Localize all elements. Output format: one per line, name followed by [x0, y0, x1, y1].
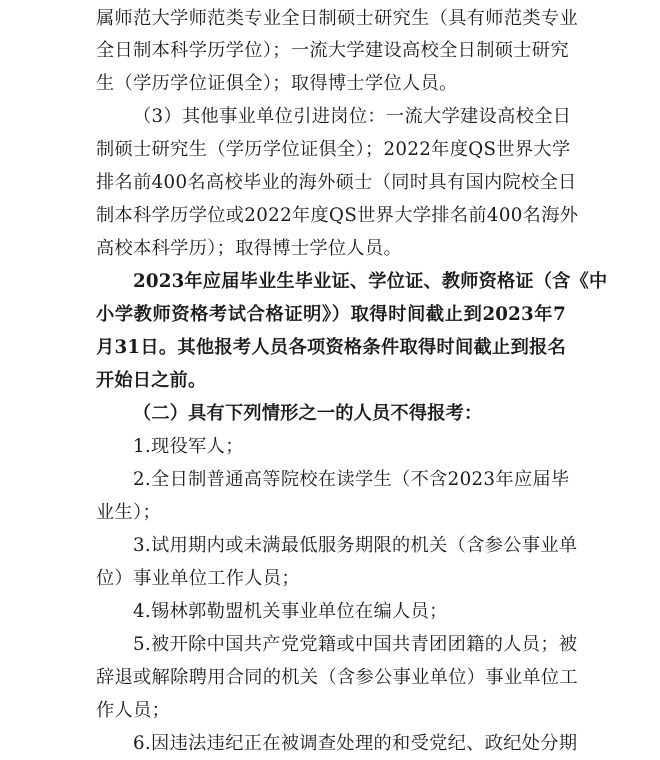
- list-item-5-cont: 辞退或解除聘用合同的机关（含参公事业单位）事业单位工: [96, 667, 578, 688]
- text-line-2: 全日制本科学历学位）；一流大学建设高校全日制硕士研究: [96, 40, 569, 61]
- list-item-6: 6.因违法违纪正在被调查处理的和受党纪、政纪处分期: [133, 733, 578, 754]
- list-item-2: 2.全日制普通高等院校在读学生（不含2023年应届毕: [133, 469, 570, 490]
- bold-line-2: 小学教师资格考试合格证明》）取得时间截止到2023年7: [96, 304, 566, 325]
- section-heading: （二）具有下列情形之一的人员不得报考：: [133, 403, 483, 424]
- text-line-3: 生（学历学位证俱全）；取得博士学位人员。: [96, 73, 458, 94]
- text-line-8: 高校本科学历）；取得博士学位人员。: [96, 238, 403, 259]
- list-item-3-cont: 位）事业单位工作人员；: [96, 568, 300, 589]
- bold-line-4: 开始日之前。: [96, 370, 207, 391]
- text-line-7: 制本科学历学位或2022年度QS世界大学排名前400名海外: [96, 205, 579, 226]
- text-line-6: 排名前400名高校毕业的海外硕士（同时具有国内院校全日: [96, 172, 577, 193]
- text-line-4: （3）其他事业单位引进岗位：一流大学建设高校全日: [133, 106, 572, 127]
- list-item-2-cont: 业生）；: [96, 502, 162, 523]
- list-item-5-cont-2: 作人员；: [96, 700, 171, 721]
- text-line-1: 属师范大学师范类专业全日制硕士研究生（具有师范类专业: [96, 8, 578, 29]
- list-item-1: 1.现役军人；: [133, 436, 244, 457]
- bold-line-3: 月31日。其他报考人员各项资格条件取得时间截止到报名: [96, 337, 566, 358]
- list-item-3: 3.试用期内或未满最低服务期限的机关（含参公事业单: [133, 535, 578, 556]
- text-line-5: 制硕士研究生（学历学位证俱全）；2022年度QS世界大学: [96, 139, 571, 160]
- list-item-4: 4.锡林郭勒盟机关事业单位在编人员；: [133, 601, 448, 622]
- list-item-5: 5.被开除中国共产党党籍或中国共青团团籍的人员；被: [133, 634, 578, 655]
- bold-line-1: 2023年应届毕业生毕业证、学位证、教师资格证（含《中: [133, 271, 608, 292]
